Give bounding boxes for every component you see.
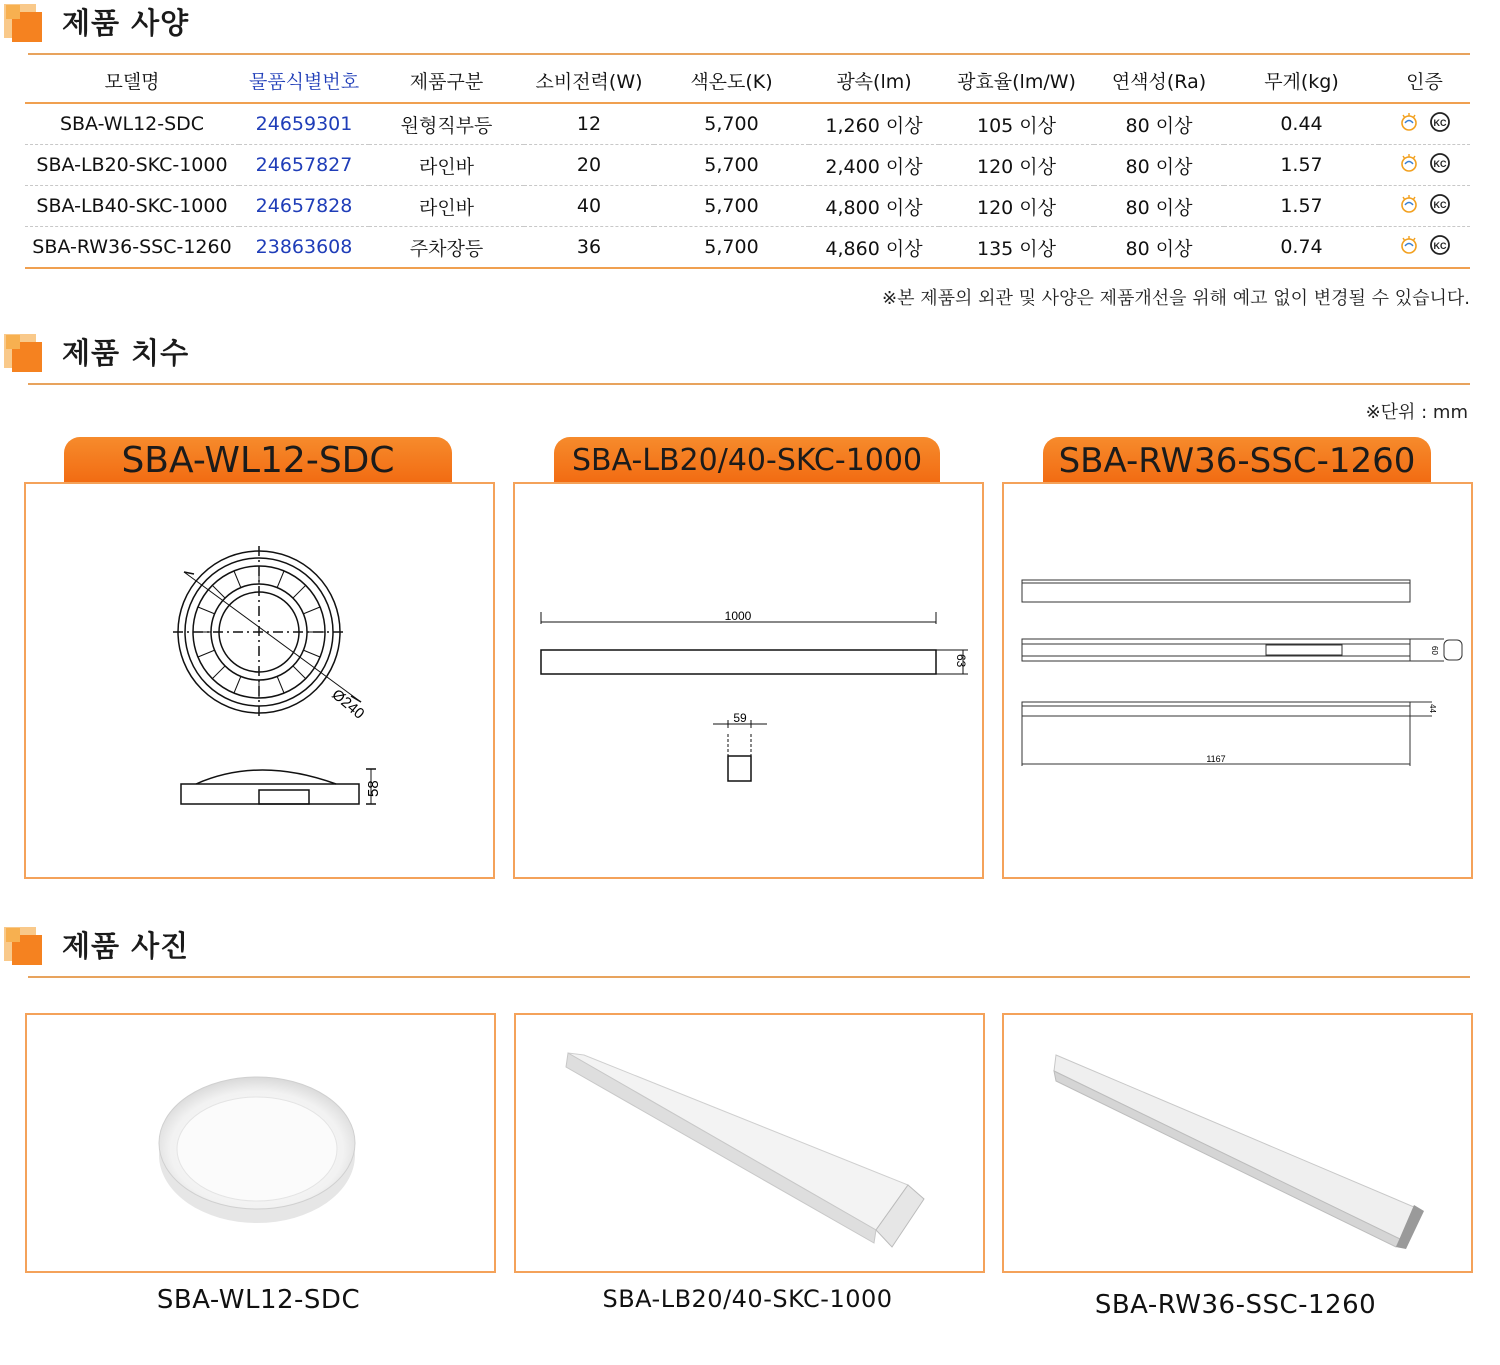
kc-mark-icon xyxy=(1429,111,1451,133)
table-cell: 0.74 xyxy=(1224,227,1379,269)
high-efficiency-mark-icon xyxy=(1399,194,1419,214)
cert-cell xyxy=(1379,145,1470,186)
round-light-photo xyxy=(27,1015,494,1271)
parking-light-drawing xyxy=(1004,484,1471,877)
line-bar-photo xyxy=(516,1015,983,1271)
svg-text:KC: KC xyxy=(1433,118,1446,128)
col-header: 무게(kg) xyxy=(1224,58,1379,103)
product-photo-1 xyxy=(25,1013,496,1273)
table-cell: 23863608 xyxy=(239,227,369,269)
section-title: 제품 사진 xyxy=(62,929,190,963)
table-cell: 80 이상 xyxy=(1094,145,1224,186)
section-title: 제품 치수 xyxy=(62,336,190,370)
dimension-panel-2 xyxy=(513,482,984,879)
spec-table xyxy=(25,58,1470,269)
table-cell: 1,260 이상 xyxy=(809,103,939,145)
dimension-tab-3: SBA-RW36-SSC-1260 xyxy=(1043,437,1431,483)
product-photo-2 xyxy=(514,1013,985,1273)
table-cell: 135 이상 xyxy=(939,227,1094,269)
table-cell: SBA-WL12-SDC xyxy=(25,103,239,145)
table-row xyxy=(25,103,1470,145)
table-cell: 80 이상 xyxy=(1094,103,1224,145)
divider xyxy=(28,976,1470,978)
table-cell: 0.44 xyxy=(1224,103,1379,145)
table-row xyxy=(25,145,1470,186)
table-cell: 36 xyxy=(524,227,654,269)
high-efficiency-mark-icon xyxy=(1399,153,1419,173)
table-cell: 105 이상 xyxy=(939,103,1094,145)
height-label: 58 xyxy=(365,780,382,797)
dimension-panel-1 xyxy=(24,482,495,879)
photo-caption-1: SBA-WL12-SDC xyxy=(156,1285,361,1315)
col-header: 연색성(Ra) xyxy=(1094,58,1224,103)
section-header-photos xyxy=(0,923,1470,983)
table-cell: 120 이상 xyxy=(939,186,1094,227)
table-cell: 20 xyxy=(524,145,654,186)
table-cell: 80 이상 xyxy=(1094,186,1224,227)
table-cell: 24659301 xyxy=(239,103,369,145)
dimension-panel-3 xyxy=(1002,482,1473,879)
cert-icons xyxy=(1399,152,1451,174)
table-cell: 주차장등 xyxy=(369,227,524,269)
length-label: 1167 xyxy=(1206,754,1226,764)
col-header: 물품식별번호 xyxy=(239,58,369,103)
table-cell: 1.57 xyxy=(1224,186,1379,227)
col-header: 모델명 xyxy=(25,58,239,103)
height-label: 60 xyxy=(1430,646,1439,655)
table-cell: 라인바 xyxy=(369,186,524,227)
line-bar-drawing xyxy=(515,484,982,877)
photo-caption-3: SBA-RW36-SSC-1260 xyxy=(1094,1290,1377,1320)
svg-text:KC: KC xyxy=(1433,159,1446,169)
table-cell: 2,400 이상 xyxy=(809,145,939,186)
product-photo-3 xyxy=(1002,1013,1473,1273)
kc-mark-icon xyxy=(1429,193,1451,215)
section-title: 제품 사양 xyxy=(62,6,190,40)
disclaimer-note: ※본 제품의 외관 및 사양은 제품개선을 위해 예고 없이 변경될 수 있습니다. xyxy=(882,288,1470,309)
table-cell: 1.57 xyxy=(1224,145,1379,186)
col-header: 색온도(K) xyxy=(654,58,809,103)
col-header: 소비전력(W) xyxy=(524,58,654,103)
table-cell: 40 xyxy=(524,186,654,227)
cert-icons xyxy=(1399,234,1451,256)
dimension-tab-1: SBA-WL12-SDC xyxy=(64,437,452,483)
cert-cell xyxy=(1379,227,1470,269)
divider xyxy=(28,383,1470,385)
table-cell: 4,860 이상 xyxy=(809,227,939,269)
table-cell: 24657828 xyxy=(239,186,369,227)
table-cell: 라인바 xyxy=(369,145,524,186)
table-cell: 4,800 이상 xyxy=(809,186,939,227)
table-cell: SBA-LB20-SKC-1000 xyxy=(25,145,239,186)
svg-text:KC: KC xyxy=(1433,241,1446,251)
table-row xyxy=(25,227,1470,269)
photo-caption-2: SBA-LB20/40-SKC-1000 xyxy=(602,1285,893,1313)
col-header: 인증 xyxy=(1379,58,1470,103)
table-cell: 12 xyxy=(524,103,654,145)
section-header-spec xyxy=(0,0,1470,60)
table-header-row xyxy=(25,58,1470,103)
cert-cell xyxy=(1379,186,1470,227)
divider xyxy=(28,53,1470,55)
svg-text:KC: KC xyxy=(1433,200,1446,210)
cert-cell xyxy=(1379,103,1470,145)
parking-light-photo xyxy=(1004,1015,1471,1271)
high-efficiency-mark-icon xyxy=(1399,112,1419,132)
depth-label: 44 xyxy=(1428,704,1437,713)
table-cell: 120 이상 xyxy=(939,145,1094,186)
table-cell: SBA-RW36-SSC-1260 xyxy=(25,227,239,269)
round-light-drawing xyxy=(26,484,493,877)
col-header: 광효율(lm/W) xyxy=(939,58,1094,103)
table-cell: 5,700 xyxy=(654,103,809,145)
table-cell: 5,700 xyxy=(654,145,809,186)
table-cell: SBA-LB40-SKC-1000 xyxy=(25,186,239,227)
unit-note: ※단위 : mm xyxy=(1365,402,1468,423)
section-header-dimensions xyxy=(0,330,1470,390)
table-cell: 원형직부등 xyxy=(369,103,524,145)
kc-mark-icon xyxy=(1429,234,1451,256)
table-cell: 5,700 xyxy=(654,227,809,269)
table-cell: 80 이상 xyxy=(1094,227,1224,269)
kc-mark-icon xyxy=(1429,152,1451,174)
col-header: 제품구분 xyxy=(369,58,524,103)
width-label: 59 xyxy=(733,711,747,725)
table-cell: 5,700 xyxy=(654,186,809,227)
cert-icons xyxy=(1399,111,1451,133)
diameter-label: Ø240 xyxy=(328,686,368,723)
table-cell: 24657827 xyxy=(239,145,369,186)
col-header: 광속(lm) xyxy=(809,58,939,103)
cert-icons xyxy=(1399,193,1451,215)
height-label: 63 xyxy=(954,654,968,668)
high-efficiency-mark-icon xyxy=(1399,235,1419,255)
dimension-tab-2: SBA-LB20/40-SKC-1000 xyxy=(554,437,940,483)
length-label: 1000 xyxy=(724,609,752,623)
table-row xyxy=(25,186,1470,227)
